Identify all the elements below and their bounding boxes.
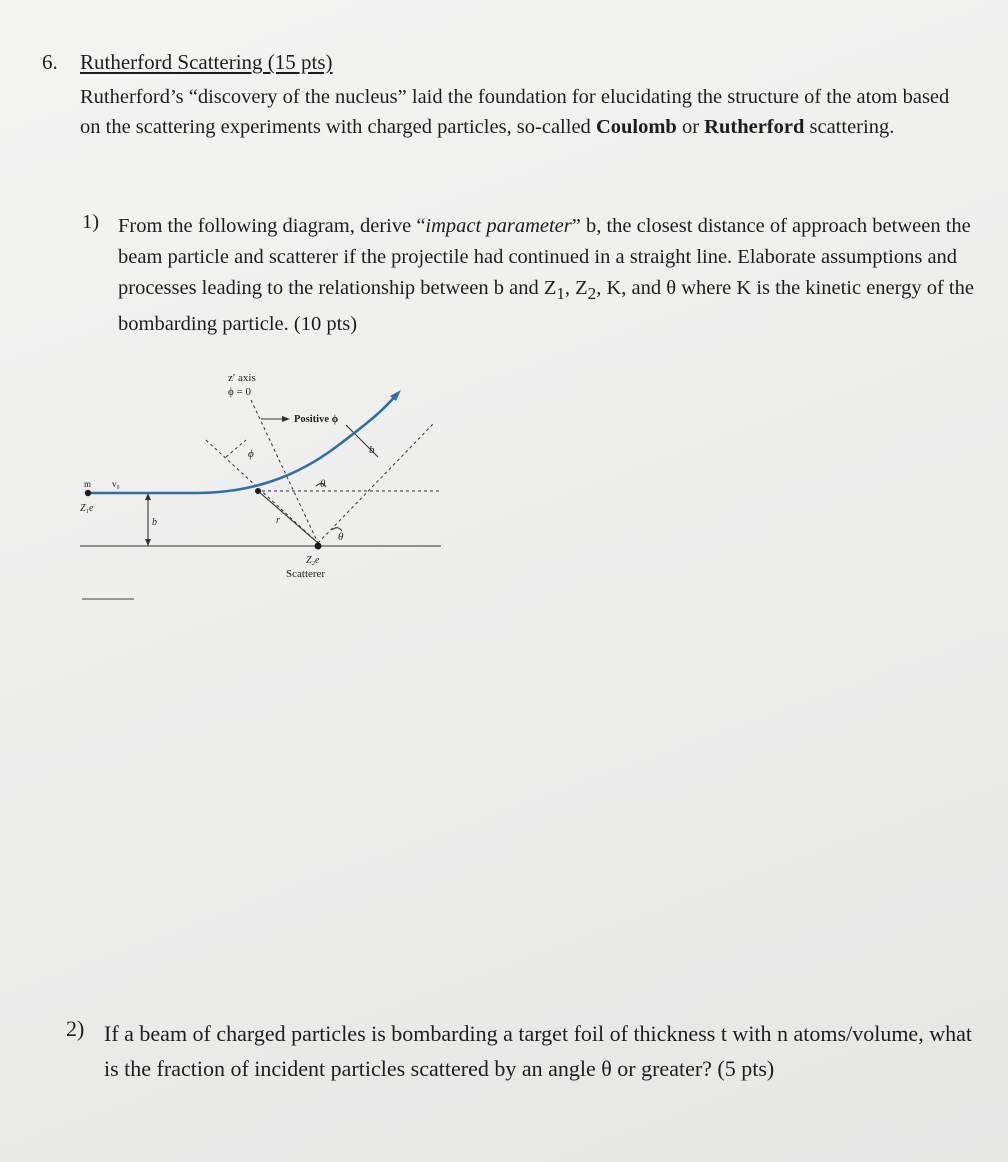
theta-top-label: θ — [320, 478, 326, 490]
part2-number: 2) — [66, 1016, 85, 1041]
r-label: r — [276, 515, 280, 526]
intro-text-1: Rutherford’s “discovery of the nucleus” laid the foundation for elucidating the structure of the atom based on the scattering experiments with charged particles, so-called — [80, 86, 950, 138]
subscript-1: 1 — [556, 284, 565, 304]
z1e-label: Z₁e — [80, 503, 94, 514]
r-line — [258, 491, 318, 543]
question-title: Rutherford Scattering (15 pts) — [80, 50, 333, 74]
b-top-label: b — [369, 444, 375, 456]
b-left-label: b — [152, 517, 157, 528]
part1-text-d: , K, and θ where K is the kinetic energy of the bombarding particle. (10 pts) — [118, 277, 974, 336]
subscript-2: 2 — [587, 284, 597, 304]
b-arrow-down — [145, 539, 151, 546]
dashed-asymptote-line — [318, 423, 434, 543]
closest-point-dot — [255, 488, 261, 494]
rutherford-scattering-diagram — [76, 365, 456, 595]
positive-phi-label: Positive ϕ — [294, 414, 339, 425]
mass-label: m — [84, 479, 92, 489]
phi-zero-label: ϕ = 0 — [228, 386, 251, 398]
part1-text-a: From the following diagram, derive “ — [118, 215, 426, 237]
part1-text-c: , Z — [564, 277, 588, 299]
part1-text-b: ” b, the closest distance of approach between the beam particle and scatterer if the projectile had continued in a straight line. Elaborate assumptions and processes leading to the relationship between b and Z — [118, 215, 971, 299]
question-number: 6. — [42, 50, 58, 74]
part1-text — [118, 211, 978, 340]
scatterer-label: Scatterer — [286, 568, 326, 580]
z-axis-label: z′ axis — [228, 372, 256, 384]
intro-bold-coulomb: Coulomb — [595, 116, 677, 138]
intro-bold-rutherford: Rutherford — [704, 116, 805, 138]
question-intro — [80, 82, 970, 142]
positive-phi-arrowhead — [282, 416, 290, 422]
dashed-phi-arc — [226, 440, 246, 457]
scatterer-dot — [315, 543, 322, 550]
intro-text-2: or — [676, 116, 705, 138]
v0-label: v₀ — [112, 479, 120, 489]
z2e-label: Z₂e — [306, 555, 320, 566]
particle-trajectory — [86, 393, 398, 493]
pencil-mark — [82, 598, 134, 600]
intro-text-3: scattering. — [804, 116, 895, 138]
phi-label: ϕ — [248, 448, 254, 460]
theta-bottom-label: θ — [338, 531, 344, 543]
part1-number: 1) — [82, 211, 100, 233]
part2-text: If a beam of charged particles is bombarding a target foil of thickness t with n atoms/volume, what is the fraction of incident particles scattered by an angle θ or greater? (5 pts) — [104, 1021, 972, 1081]
impact-parameter-term: impact parameter — [425, 215, 572, 237]
projectile-dot — [85, 490, 91, 496]
